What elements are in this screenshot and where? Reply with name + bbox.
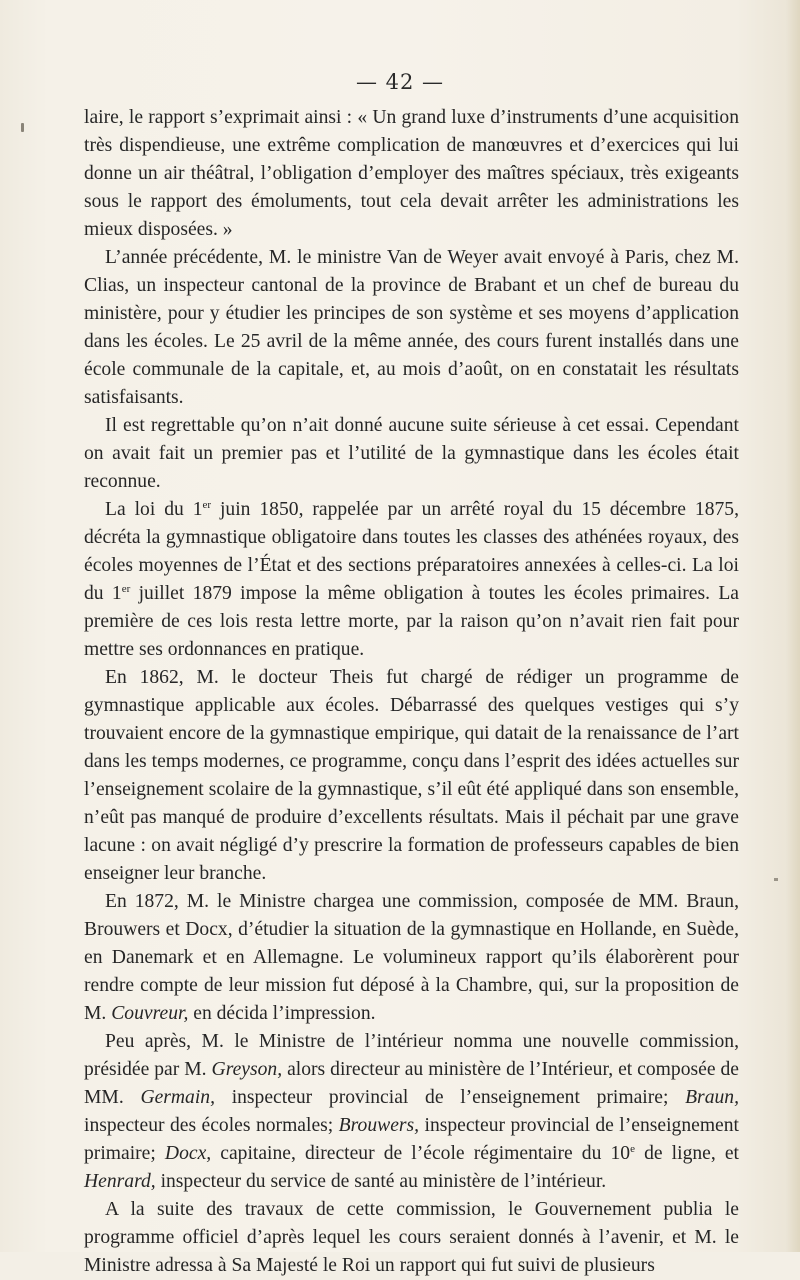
text-run: A la suite des travaux de cette commission, le Gouvernement publia le programme officiel d’après lequel les cours seraient donnés à l’avenir, et M. le Ministre adressa à Sa Majesté le Roi un rapport qui fut suivi de plusieurs bbox=[84, 1199, 739, 1276]
text-run: inspecteur des écoles normales; bbox=[84, 1115, 339, 1136]
text-run: en décida l’impression. bbox=[188, 1003, 376, 1024]
paragraph bbox=[84, 244, 739, 412]
text-run: de ligne, et bbox=[634, 1143, 739, 1164]
paragraph bbox=[84, 412, 739, 496]
text-run: alors directeur au ministère de l’Intérieur, et composée de MM. bbox=[84, 1059, 739, 1108]
text-run: laire, le rapport s’exprimait ainsi : « Un grand luxe d’instruments d’une acquisition très dispendieuse, une extrême complication de manœuvres et d’exercices qui lui donne un air théâtral, l’obligation d’employer des maîtres spéciaux, très exigeants sous le rapport des émoluments, tout cela devait arrêter les administrations les mieux disposées. » bbox=[84, 107, 739, 240]
italic-name: Greyson, bbox=[211, 1059, 283, 1080]
superscript: er bbox=[121, 583, 131, 595]
paragraph bbox=[84, 888, 739, 1028]
paragraph bbox=[84, 104, 739, 244]
text-run: inspecteur provincial de l’enseignement primaire; bbox=[215, 1087, 686, 1108]
text-run: capitaine, directeur de l’école régimentaire du 10 bbox=[211, 1143, 631, 1164]
margin-mark bbox=[21, 123, 24, 132]
italic-name: Couvreur, bbox=[111, 1003, 189, 1024]
body-text bbox=[84, 104, 739, 1280]
italic-name: Braun, bbox=[685, 1087, 739, 1108]
superscript: e bbox=[630, 1143, 635, 1155]
superscript: er bbox=[202, 499, 212, 511]
text-run: inspecteur du service de santé au ministère de l’intérieur. bbox=[155, 1171, 607, 1192]
paragraph bbox=[84, 1028, 739, 1196]
text-run: La loi du 1 bbox=[105, 499, 203, 520]
text-run: Il est regrettable qu’on n’ait donné aucune suite sérieuse à cet essai. Cependant on avait fait un premier pas et l’utilité de la gymnastique dans les écoles était reconnue. bbox=[84, 415, 739, 492]
margin-speck bbox=[774, 878, 778, 881]
text-run: En 1862, M. le docteur Theis fut chargé de rédiger un programme de gymnastique applicable aux écoles. Débarrassé des quelques vestiges qui s’y trouvaient encore de la gymnastique empirique, qui datait de la renaissance de l’art dans les temps modernes, ce programme, conçu dans l’esprit des idées actuelles sur l’enseignement scolaire de la gymnastique, s’il eût été appliqué dans son ensemble, n’eût pas manqué de produire d’excellents résultats. Mais il péchait par une grave lacune : on avait négligé d’y prescrire la formation de professeurs capables de bien enseigner leur branche. bbox=[84, 667, 739, 884]
page-edge-shadow bbox=[786, 0, 800, 1252]
text-run: En 1872, M. le Ministre chargea une commission, composée de MM. Braun, Brouwers et Docx, d’étudier la situation de la gymnastique en Hollande, en Suède, en Danemark et en Allemagne. Le volumineux rapport qu’ils élaborèrent pour rendre compte de leur mission fut déposé à la Chambre, qui, sur la proposition de M. bbox=[84, 891, 739, 1024]
text-run: Peu après, M. le Ministre de l’intérieur nomma une nouvelle commission, présidée par M. bbox=[84, 1031, 739, 1080]
page-number: — 42 — bbox=[355, 70, 445, 94]
italic-name: Germain, bbox=[140, 1087, 215, 1108]
paragraph bbox=[84, 496, 739, 664]
italic-name: Docx, bbox=[164, 1143, 212, 1164]
text-run: juin 1850, rappelée par un arrêté royal du 15 décembre 1875, décréta la gymnastique obligatoire dans toutes les classes des athénées royaux, des écoles moyennes de l’État et des sections préparatoires annexées à celles-ci. La loi du 1 bbox=[84, 499, 739, 604]
text-run: juillet 1879 impose la même obligation à toutes les écoles primaires. La première de ces lois resta lettre morte, par la raison qu’on n’avait rien fait pour mettre ses ordonnances en pratique. bbox=[84, 583, 740, 660]
text-run: inspecteur provincial de l’enseignement primaire; bbox=[84, 1115, 739, 1164]
text-run: L’année précédente, M. le ministre Van de Weyer avait envoyé à Paris, chez M. Clias, un inspecteur cantonal de la province de Brabant et un chef de bureau du ministère, pour y étudier les principes de son système et ses moyens d’application dans les écoles. Le 25 avril de la même année, des cours furent installés dans une école communale de la capitale, et, au mois d’août, on en constatait les résultats satisfaisants. bbox=[84, 247, 739, 408]
paragraph bbox=[84, 664, 739, 888]
paragraph bbox=[84, 1196, 739, 1280]
italic-name: Brouwers, bbox=[338, 1115, 420, 1136]
italic-name: Henrard, bbox=[84, 1171, 156, 1192]
